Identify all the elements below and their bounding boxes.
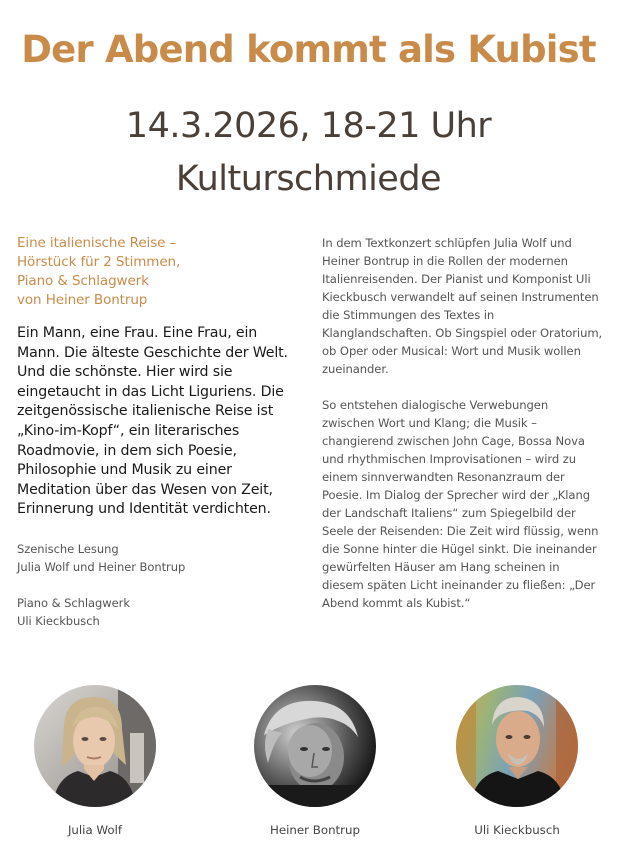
description-paragraph: So entstehen dialogische Verwebungen zwischen Wort und Klang; die Musik – changierend zwischen John Cage, Bossa Nova und rhythmischen Improvisationen – wird zu einem sinnverwandten Resonanzraum der Poesie. Im Dialog der Sprecher wird der „Klang der Landschaft Italiens“ zum Spiegelbild der Seele der Reisenden: Die Zeit wird flüssig, wenn die Sonne hinter die Hügel sinkt. Die ineinander gewürfelten Häuser am Hang scheinen in diesem späten Licht ineinander zu fließen: „Der Abend kommt als Kubist.“ [322, 398, 599, 610]
credit-people: Uli Kieckbusch [17, 613, 100, 628]
performer-name: Heiner Bontrup [270, 823, 360, 837]
subtitle-line: von Heiner Bontrup [17, 292, 148, 308]
portrait-uli-kieckbusch [456, 685, 578, 807]
credit-reading [17, 540, 299, 576]
performer-name: Julia Wolf [67, 823, 123, 837]
description-paragraph: In dem Textkonzert schlüpfen Julia Wolf und Heiner Bontrup in die Rollen der modernen Italienreisenden. Der Pianist und Komponist Uli Kieckbusch verwandelt auf seinen Instrumenten die Stimmungen des Textes in Klanglandschaften. Ob Singspiel oder Oratorium, ob Oper oder Musical: Wort und Musik wollen zueinander. [322, 236, 603, 376]
right-column [322, 234, 604, 612]
event-subtitle [17, 234, 299, 310]
event-title: Der Abend kommt als Kubist [21, 28, 596, 71]
credit-role: Szenische Lesung [17, 541, 119, 556]
credit-role: Piano & Schlagwerk [17, 595, 130, 610]
event-date-time: 14.3.2026, 18-21 Uhr [125, 106, 492, 146]
performer-name: Uli Kieckbusch [474, 823, 560, 837]
subtitle-line: Eine italienische Reise – [17, 235, 177, 251]
credit-people: Julia Wolf und Heiner Bontrup [17, 559, 186, 574]
subtitle-line: Hörstück für 2 Stimmen, [17, 254, 181, 270]
portrait-photo [34, 685, 156, 807]
event-venue: Kulturschmiede [175, 159, 442, 199]
portrait-heiner-bontrup [254, 685, 376, 807]
credit-music [17, 594, 299, 630]
left-column [17, 234, 299, 630]
portrait-photo [456, 685, 578, 807]
lead-paragraph: Ein Mann, eine Frau. Eine Frau, ein Mann. Die älteste Geschichte der Welt. Und die schönste. Hier wird sie eingetaucht in das Licht Liguriens. Die zeitgenössische italienische Reise ist „Kino-im-Kopf“, ein literarisches Roadmovie, in dem sich Poesie, Philosophie und Musik zu einer Meditation über das Wesen von Zeit, Erinnerung und Identität verdichten. [17, 325, 288, 518]
subtitle-line: Piano & Schlagwerk [17, 273, 149, 289]
portrait-photo [254, 685, 376, 807]
portrait-julia-wolf [34, 685, 156, 807]
